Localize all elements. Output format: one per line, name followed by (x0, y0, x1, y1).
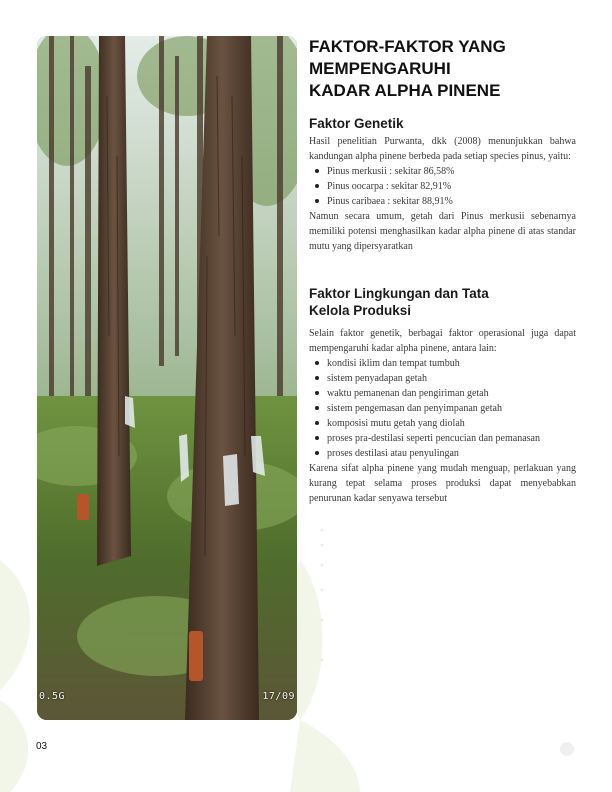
list-item: sistem pengemasan dan penyimpanan getah (327, 401, 576, 416)
list-item: proses pra-destilasi seperti pencucian dan pemanasan (327, 431, 576, 446)
species-list (309, 164, 576, 209)
section-closing: Namun secara umum, getah dari Pinus merkusii sebenarnya memiliki potensi menghasilkan kadar alpha pinene di atas standar mutu yang dipersyaratkan (309, 211, 576, 252)
page-dot-icon (560, 742, 574, 756)
list-item: komposisi mutu getah yang diolah (327, 416, 576, 431)
list-item: proses destilasi atau penyulingan (327, 446, 576, 461)
heading-line: Kelola Produksi (309, 303, 412, 318)
section-intro: Hasil penelitian Purwanta, dkk (2008) menunjukkan bahwa kandungan alpha pinene berbeda pada setiap species pinus, yaitu: (309, 136, 576, 162)
page-number: 03 (36, 741, 48, 752)
pine-trunk-left (97, 36, 131, 566)
list-item: waktu pemanenan dan pengiriman getah (327, 386, 576, 401)
pine-forest-photo (37, 36, 297, 720)
factor-list (309, 356, 576, 461)
section-faktor-genetik (309, 115, 576, 254)
list-item: Pinus oocarpa : sekitar 82,91% (327, 179, 576, 194)
section-faktor-lingkungan (309, 285, 576, 506)
list-item: Pinus merkusii : sekitar 86,58% (327, 164, 576, 179)
list-item: Pinus caribaea : sekitar 88,91% (327, 194, 576, 209)
page-title (309, 36, 576, 102)
title-line: MEMPENGARUHI (309, 59, 451, 78)
title-line: KADAR ALPHA PINENE (309, 81, 501, 100)
photo-overlay-right: 17/09 (262, 691, 295, 702)
list-item: kondisi iklim dan tempat tumbuh (327, 356, 576, 371)
section-heading (309, 285, 576, 319)
list-item: sistem penyadapan getah (327, 371, 576, 386)
photo-overlay-left: 0.5G (39, 691, 66, 702)
title-line: FAKTOR-FAKTOR YANG (309, 37, 506, 56)
section-heading: Faktor Genetik (309, 116, 404, 131)
section-intro: Selain faktor genetik, berbagai faktor operasional juga dapat mempengaruhi kadar alpha pinene, antara lain: (309, 328, 576, 354)
section-closing: Karena sifat alpha pinene yang mudah menguap, perlakuan yang kurang tepat selama proses produksi dapat menyebabkan penurunan kadar senyawa tersebut (309, 463, 576, 504)
heading-line: Faktor Lingkungan dan Tata (309, 286, 489, 301)
